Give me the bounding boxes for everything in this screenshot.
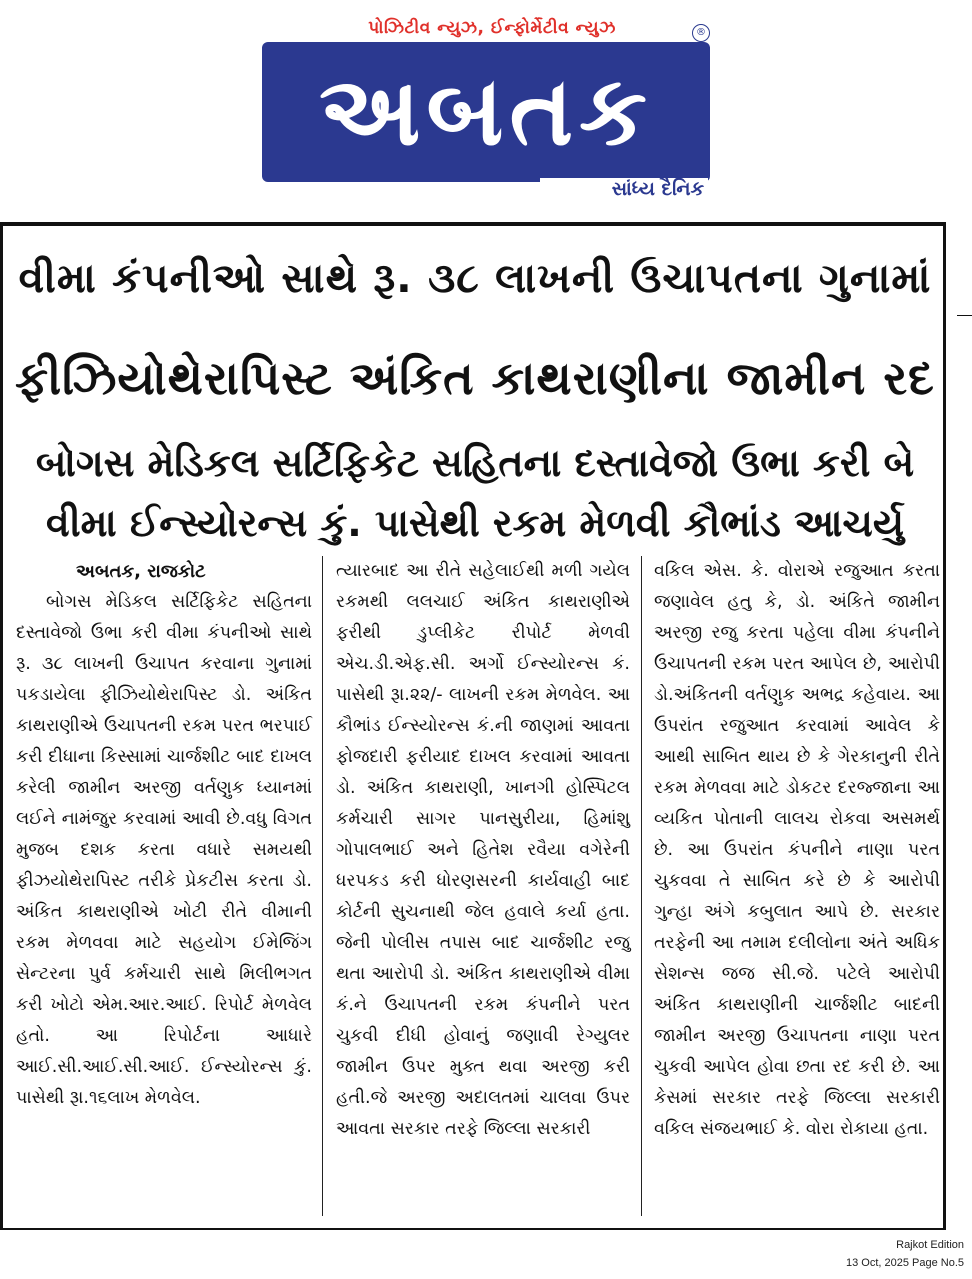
subheadline-line-1: બોગસ મેડિકલ સર્ટિફિકેટ સહિતના દસ્તાવેજો ઉભા કરી બે [35,441,915,485]
newspaper-logo: અબતક [262,42,710,182]
margin-tick [957,315,972,316]
dateline: અબતક, રાજકોટ [76,561,206,582]
edition-name: Rajkot Edition [896,1239,964,1251]
registered-mark-icon: ® [692,24,710,42]
top-border-rule [0,222,946,226]
headline-line-1: વીમા કંપનીઓ સાથે રૂ. ૩૮ લાખની ઉચાપતના ગુનામાં [18,254,932,302]
column-separator [641,556,642,1216]
masthead-tagline: પોઝિટીવ ન્યુઝ, ઈન્ફોર્મેટીવ ન્યુઝ [368,18,616,38]
column-separator [322,556,323,1216]
article-text-column-3: વકિલ એસ. કે. વોરાએ રજુઆત કરતા જણાવેલ હતુ કે, ડો. અંકિતે જામીન અરજી રજુ કરતા પહેલા વીમા કંપનીને ઉચાપતની રકમ પરત આપેલ છે, આરોપી ડો.અંકિતની વર્તણુક અભદ્ર કહેવાય. આ ઉપરાંત રજુઆત કરવામાં આવેલ કે આથી સાબિત થાય છે કે ગેરકાનુની રીતે રકમ મેળવવા માટે ડોકટર દરજ્જાના આ વ્યકિત પોતાની લાલચ રોકવા અસમર્થ છે. આ ઉપરાંત કંપનીને નાણા પરત ચુકવવા તે સાબિત કરે છે કે આરોપી ગુન્હા અંગે કબુલાત આપે છે. સરકાર તરફેની આ તમામ દલીલોના અંતે અધિક સેશન્સ જજ સી.જે. પટેલે આરોપી અંકિત કાથરાણીની ચાર્જશીટ બાદની જામીન અરજી ઉચાપતના નાણા પરત ચુકવી આપેલ હોવા છતા રદ કરી છે. આ કેસમાં સરકાર તરફે જિલ્લા સરકારી વકિલ સંજયભાઈ કે. વોરા રોકાયા હતા. [654,561,940,1139]
masthead-subtitle: સાંધ્ય દૈનિક [540,178,708,200]
article-column-2 [336,556,630,1145]
subheadline-line-2: વીમા ઈન્સ્યોરન્સ કું. પાસેથી રકમ મેળવી કૌભાંડ આચર્યુ [46,501,904,545]
edition-info [846,1236,964,1272]
article-column-3 [654,556,940,1145]
left-border-rule [0,222,3,1230]
bottom-border-rule [0,1228,946,1230]
edition-date-page: 13 Oct, 2025 Page No.5 [845,1257,964,1269]
article-column-1 [16,556,312,1114]
headline-line-2: ફીઝિયોથેરાપિસ્ટ અંકિત કાથરાણીના જામીન રદ [15,351,935,405]
right-border-rule [943,222,946,1230]
article-text-column-1: બોગસ મેડિકલ સર્ટિફિકેટ સહિતના દસ્તાવેજો ઉભા કરી વીમા કંપનીઓ સાથે રૂ. ૩૮ લાખની ઉચાપત કરવાના ગુનામાં પકડાયેલા ફીઝિયોથેરાપિસ્ટ ડો. અંકિત કાથરાણીએ ઉચાપતની રકમ પરત ભરપાઈ કરી દીધાના કિસ્સામાં ચાર્જશીટ બાદ દાખલ કરેલી જામીન અરજી વર્તણુક ધ્યાનમાં લઈને નામંજુર કરવામાં આવી છે.વધુ વિગત મુજબ દશક કરતા વધારે સમયથી ફીઝયોથેરાપિસ્ટ તરીકે પ્રેકટીસ કરતા ડો. અંકિત કાથરાણીએ ખોટી રીતે વીમાની રકમ મેળવવા માટે સહયોગ ઈમેજિંગ સેન્ટરના પુર્વ કર્મચારી સાથે મિલીભગત કરી ખોટો એમ.આર.આઈ. રિપોર્ટ મેળવેલ હતો. આ રિપોર્ટના આધારે આઈ.સી.આઈ.સી.આઈ. ઈન્સ્યોરન્સ કું. પાસેથી રૂા.૧૬લાખ મેળવેલ. [16,592,312,1108]
article-text-column-2: ત્યારબાદ આ રીતે સહેલાઈથી મળી ગયેલ રકમથી લલચાઈ અંકિત કાથરાણીએ ફરીથી ડુપ્લીકેટ રીપોર્ટ મેળવી એચ.ડી.એફ.સી. અર્ગો ઈન્સ્યોરન્સ કં. પાસેથી રૂા.૨૨/- લાખની રકમ મેળવેલ. આ કૌભાંડ ઈન્સ્યોરન્સ કં.ની જાણમાં આવતા ફોજદારી ફરીયાદ દાખલ કરવામાં આવતા ડો. અંકિત કાથરાણી, ખાનગી હોસ્પિટલ કર્મચારી સાગર પાનસુરીયા, હિમાંશુ ગોપાલભાઈ અને હિતેશ રવૈયા વગેરેની ધરપકડ કરી ધોરણસરની કાર્યવાહી બાદ કોર્ટની સુચનાથી જેલ હવાલે કર્યા હતા. જેની પોલીસ તપાસ બાદ ચાર્જશીટ રજુ થતા આરોપી ડો. અંકિત કાથરાણીએ વીમા કં.ને ઉચાપતની રકમ કંપનીને પરત ચુકવી દીધી હોવાનું જણાવી રેગ્યુલર જામીન ઉપર મુક્ત થવા અરજી કરી હતી.જે અરજી અદાલતમાં ચાલવા ઉપર આવતા સરકાર તરફે જિલ્લા સરકારી [336,561,630,1139]
